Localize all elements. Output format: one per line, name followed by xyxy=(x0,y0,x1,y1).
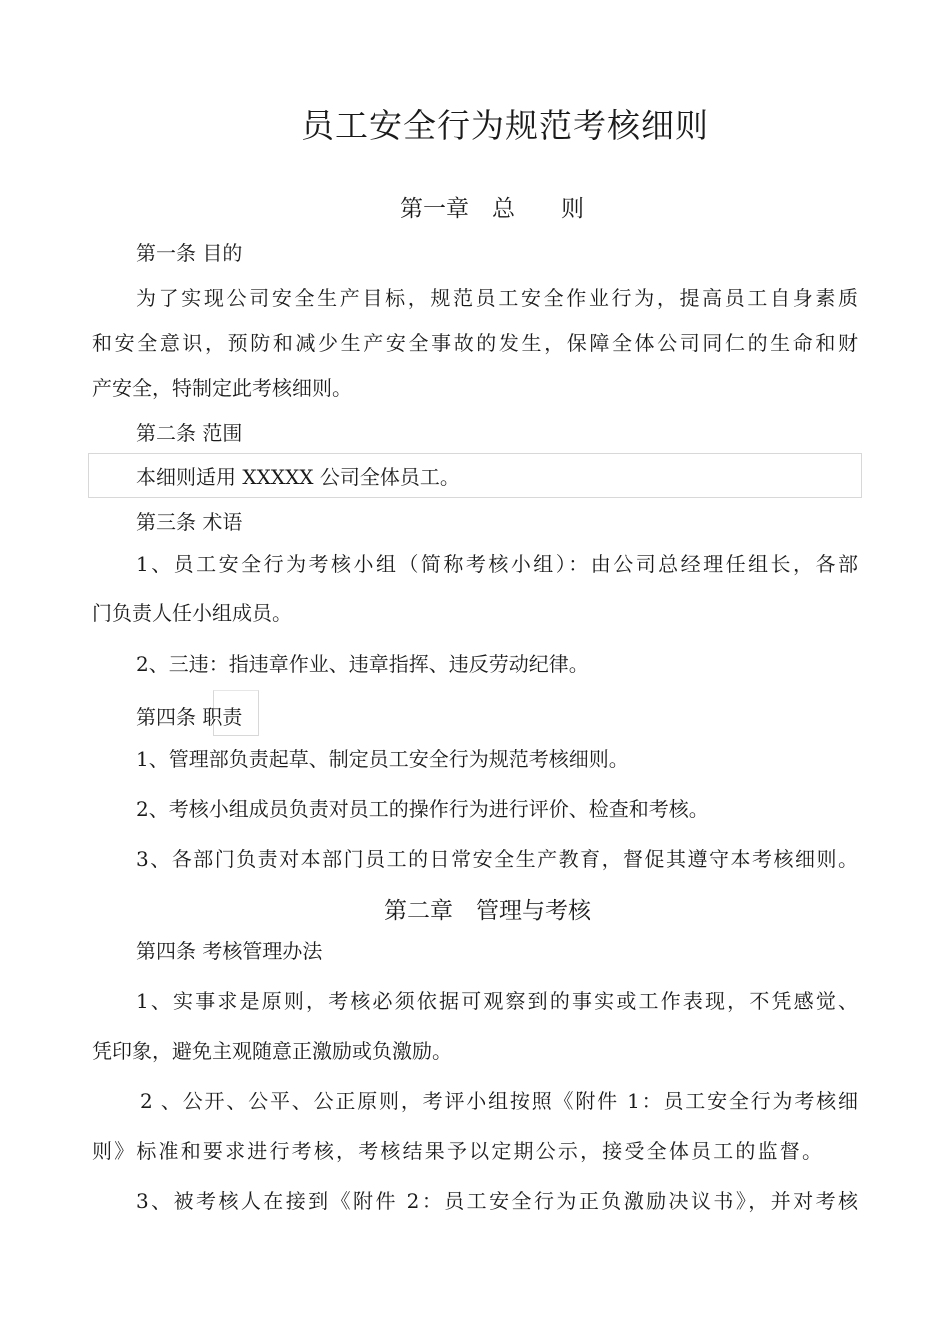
article-3-heading: 第三条 术语 xyxy=(136,510,243,534)
article-5-item-3-line-1: 3、被考核人在接到《附件 2：员工安全行为正负激励决议书》，并对考核 xyxy=(136,1189,858,1213)
article-4-item-3: 3、各部门负责对本部门员工的日常安全生产教育，督促其遵守本考核细则。 xyxy=(136,847,858,871)
article-5-item-2-line-2: 则》标准和要求进行考核，考核结果予以定期公示，接受全体员工的监督。 xyxy=(92,1139,822,1163)
chapter-heading-1: 第一章 总 则 xyxy=(400,196,584,222)
article-1-paragraph-line-2: 和安全意识，预防和减少生产安全事故的发生，保障全体公司同仁的生命和财 xyxy=(92,331,858,355)
article-4-item-2: 2、考核小组成员负责对员工的操作行为进行评价、检查和考核。 xyxy=(136,797,709,821)
article-5-item-1-line-2: 凭印象，避免主观随意正激励或负激励。 xyxy=(92,1039,452,1063)
article-4-item-1: 1、管理部负责起草、制定员工安全行为规范考核细则。 xyxy=(136,747,629,771)
article-4-heading: 第四条 职责 xyxy=(136,705,243,729)
article-2-heading: 第二条 范围 xyxy=(136,421,243,445)
chapter-heading-2: 第二章 管理与考核 xyxy=(384,898,591,924)
document-title: 员工安全行为规范考核细则 xyxy=(301,106,709,145)
article-5-item-1-line-1: 1、实事求是原则，考核必须依据可观察到的事实或工作表现，不凭感觉、 xyxy=(136,989,858,1013)
article-3-item-2: 2、三违：指违章作业、违章指挥、违反劳动纪律。 xyxy=(136,652,589,676)
article-5-item-2-line-1: 2 、公开、公平、公正原则，考评小组按照《附件 1：员工安全行为考核细 xyxy=(140,1089,858,1113)
article-2-paragraph: 本细则适用 XXXXX 公司全体员工。 xyxy=(136,465,460,489)
article-1-paragraph-line-3: 产安全，特制定此考核细则。 xyxy=(92,376,352,400)
article-1-heading: 第一条 目的 xyxy=(136,241,243,265)
article-3-item-1-line-2: 门负责人任小组成员。 xyxy=(92,601,292,625)
article-5-heading: 第四条 考核管理办法 xyxy=(136,939,323,963)
article-1-paragraph-line-1: 为了实现公司安全生产目标，规范员工安全作业行为，提高员工自身素质 xyxy=(136,286,858,310)
article-3-item-1-line-1: 1、员工安全行为考核小组（简称考核小组）：由公司总经理任组长，各部 xyxy=(136,552,858,576)
